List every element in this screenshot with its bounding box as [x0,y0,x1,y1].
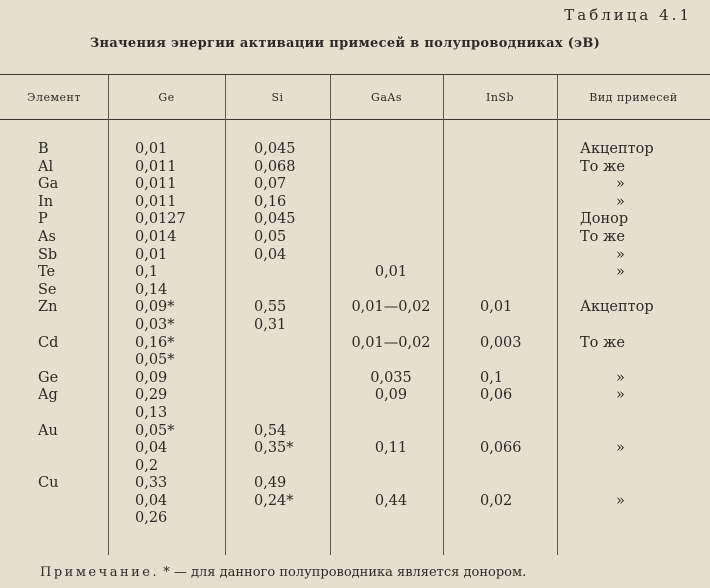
ge-cell: 0,29 [135,387,168,404]
insb-cell [480,405,522,423]
insb-cell [480,194,522,212]
gaas-cell: 0,11 [374,440,408,457]
si-cell: 0,045 [254,141,296,157]
column-gaas [345,141,437,546]
type-cell [580,282,654,300]
ge-cell: 0,011 [135,193,177,210]
si-cell: 0,54 [254,422,287,439]
element-cell: Ga [38,176,59,193]
ge-cell: 0,011 [135,176,177,193]
type-cell: Акцептор [580,141,654,157]
note-prefix: Примечание. [40,565,160,580]
header-ge: Ge [158,90,175,104]
si-cell: 0,04 [254,246,287,263]
si-cell [254,352,296,370]
si-cell: 0,05 [254,228,287,245]
insb-cell [480,229,522,247]
ge-cell: 0,04 [135,440,168,457]
column-divider-2 [225,75,226,555]
element-cell [38,440,58,458]
si-cell [254,335,296,353]
si-cell: 0,07 [254,176,287,193]
ge-cell: 0,05* [135,422,175,439]
si-cell: 0,16 [254,193,287,210]
insb-cell: 0,02 [480,492,513,509]
type-cell: » [616,264,625,281]
insb-cell: 0,066 [480,440,522,457]
column-divider-4 [443,75,444,555]
note-text: * — для данного полупроводника является донором. [159,565,527,580]
ge-cell: 0,13 [135,404,168,421]
ge-cell: 0,33 [135,475,168,492]
header-impurity-type: Вид примесей [589,90,678,104]
type-cell: То же [580,334,625,351]
ge-cell: 0,2 [135,457,159,474]
gaas-cell: 0,01—0,02 [351,334,431,351]
element-cell: Cu [38,475,59,492]
element-cell: Al [38,158,54,175]
element-cell: Ag [38,387,58,404]
table-title: Значения энергии активации примесей в полупроводниках (эВ) [89,36,601,51]
ge-cell: 0,01 [135,246,168,263]
insb-cell [480,211,522,229]
type-cell [580,352,654,370]
element-cell: Zn [38,299,58,316]
si-cell [254,264,296,282]
type-cell: » [616,387,625,404]
gaas-cell: 0,01 [374,264,408,281]
insb-cell [480,317,522,335]
element-cell: Se [38,281,57,298]
type-cell: То же [580,158,625,175]
si-cell [254,282,296,300]
element-cell: As [38,228,56,245]
insb-cell [480,176,522,194]
element-cell: Ge [38,369,59,386]
type-cell [580,405,654,423]
header-gaas: GaAs [371,90,402,104]
type-cell [580,317,654,335]
si-cell: 0,35* [254,440,294,457]
ge-cell: 0,09* [135,299,175,316]
element-cell: P [38,211,48,228]
ge-cell: 0,14 [135,281,168,298]
gaas-cell: 0,09 [374,387,408,404]
ge-cell: 0,03* [135,316,175,333]
insb-cell [480,141,522,159]
si-cell: 0,31 [254,316,287,333]
si-cell: 0,49 [254,475,287,492]
type-cell [580,458,654,476]
insb-cell [480,264,522,282]
gaas-cell: 0,44 [374,492,408,509]
type-cell: » [616,369,625,386]
type-cell: То же [580,228,625,245]
insb-cell [480,282,522,300]
header-si: Si [271,90,284,104]
ge-cell: 0,01 [135,141,168,157]
type-cell [580,528,654,546]
header-top-rule [0,74,710,75]
type-cell: Донор [580,211,629,228]
si-cell: 0,068 [254,158,296,175]
insb-cell: 0,003 [480,334,522,351]
element-cell [38,458,58,476]
si-cell: 0,045 [254,211,296,228]
type-cell: » [616,440,625,457]
element-cell [38,317,58,335]
element-cell [38,528,58,546]
gaas-cell: 0,01—0,02 [351,299,431,316]
ge-cell: 0,05* [135,352,175,369]
si-cell: 0,24* [254,492,294,509]
si-cell: 0,55 [254,299,287,316]
element-cell [38,493,58,511]
type-cell: » [616,246,625,263]
insb-cell: 0,1 [480,369,504,386]
element-cell [38,405,58,423]
si-cell [254,405,296,423]
column-divider-3 [330,75,331,555]
element-cell: Te [38,264,56,281]
si-cell [254,370,296,388]
element-cell: Sb [38,246,58,263]
column-insb [480,141,522,546]
ge-cell: 0,16* [135,334,175,351]
column-divider-1 [108,75,109,555]
ge-cell: 0,26 [135,510,168,527]
element-cell: B [38,141,49,157]
insb-cell [480,510,522,528]
element-cell [38,510,58,528]
header-insb: InSb [485,90,514,104]
si-cell [254,510,296,528]
type-cell: Акцептор [580,299,654,316]
column-ge [135,141,186,546]
column-impurity-type [580,141,654,546]
element-cell: Cd [38,334,59,351]
si-cell [254,387,296,405]
table-number: Таблица 4.1 [564,6,692,24]
insb-cell: 0,01 [480,299,513,316]
insb-cell [480,423,522,441]
type-cell: » [616,492,625,509]
ge-cell: 0,1 [135,264,159,281]
type-cell [580,475,654,493]
insb-cell [480,159,522,177]
insb-cell [480,475,522,493]
column-divider-5 [557,75,558,555]
insb-cell [480,352,522,370]
ge-cell: 0,09 [135,369,168,386]
insb-cell [480,247,522,265]
type-cell: » [616,193,625,210]
ge-cell: 0,011 [135,158,177,175]
ge-cell: 0,0127 [135,211,186,228]
column-element [38,141,58,546]
insb-cell [480,458,522,476]
gaas-cell: 0,035 [370,369,412,386]
header-bottom-rule [0,119,710,120]
type-cell: » [616,176,625,193]
element-cell: In [38,193,54,210]
ge-cell [135,528,186,546]
element-cell [38,352,58,370]
header-element: Элемент [27,90,81,104]
insb-cell [480,528,522,546]
insb-cell: 0,06 [480,387,513,404]
column-si [254,141,296,546]
si-cell [254,528,296,546]
ge-cell: 0,04 [135,492,168,509]
si-cell [254,458,296,476]
table-note [40,565,526,580]
element-cell: Au [38,422,58,439]
type-cell [580,510,654,528]
type-cell [580,423,654,441]
ge-cell: 0,014 [135,228,177,245]
